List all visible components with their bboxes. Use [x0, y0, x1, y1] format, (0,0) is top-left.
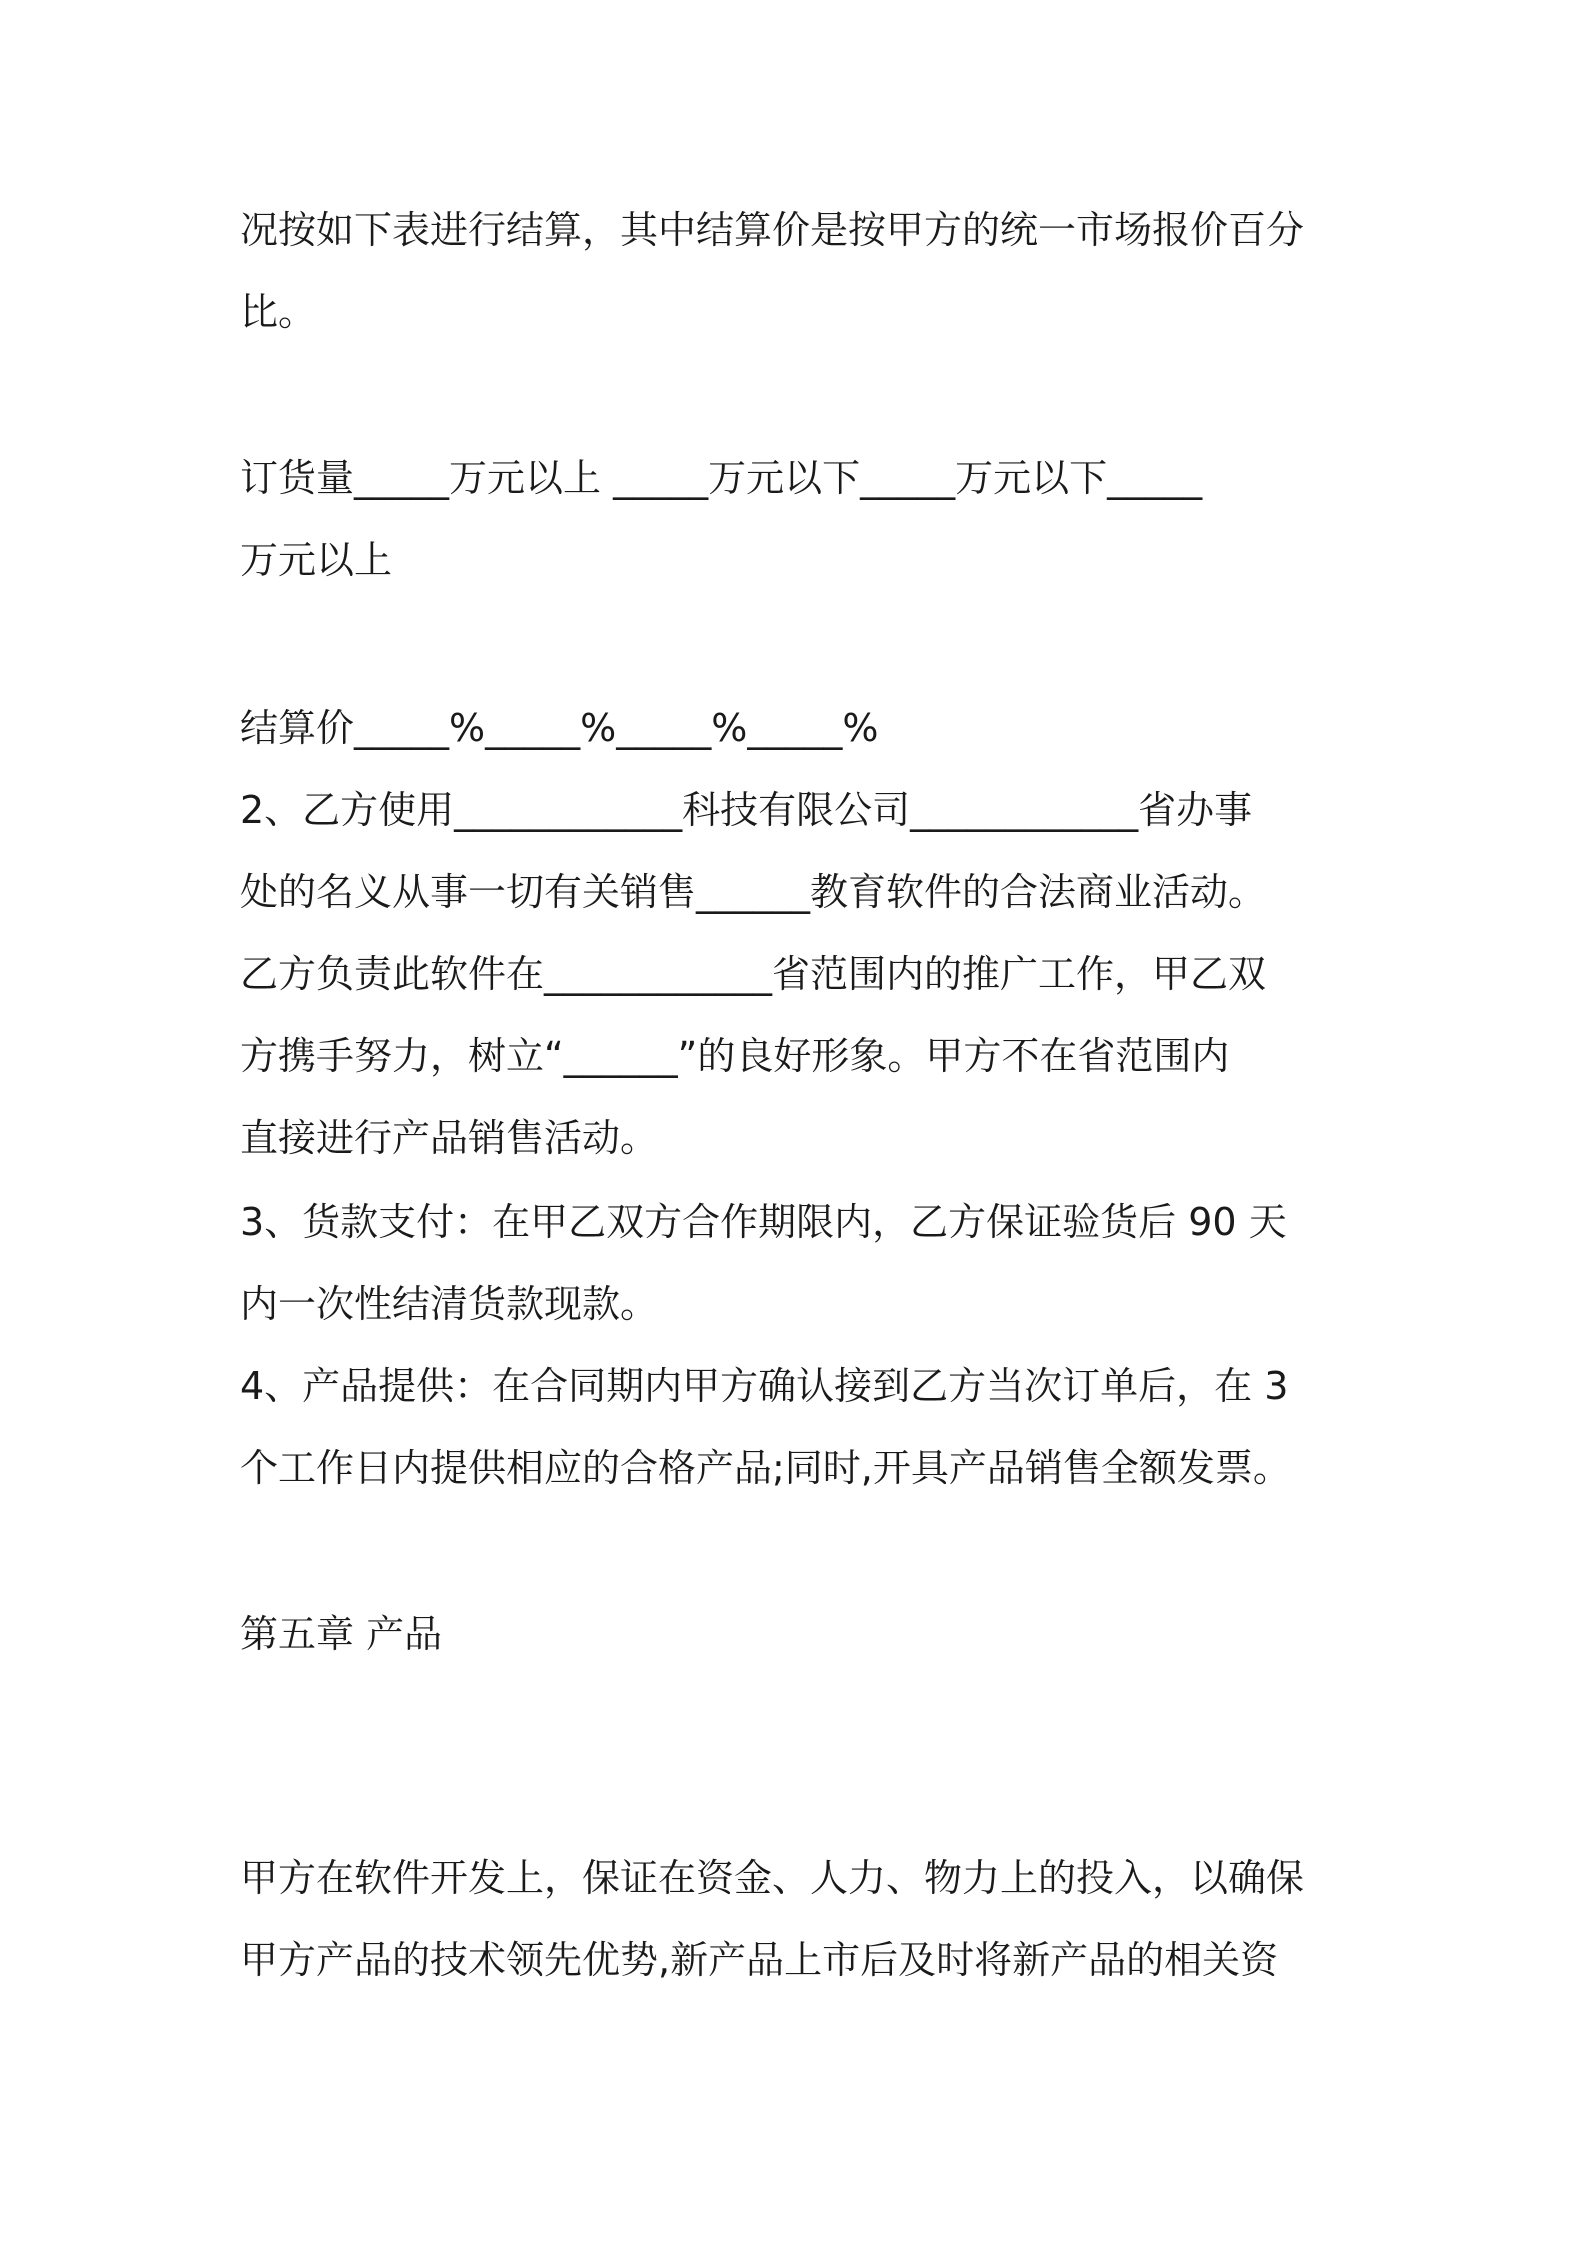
chapter-paragraph-line: 甲方产品的技术领先优势,新产品上市后及时将新产品的相关资	[240, 1938, 1279, 1982]
settlement-price-line: 结算价_____%_____%_____%_____%	[240, 706, 879, 750]
clause-2-line: 直接进行产品销售活动。	[240, 1116, 659, 1160]
paragraph-line: 比。	[240, 290, 317, 334]
clause-3-line: 内一次性结清货款现款。	[240, 1282, 659, 1326]
chapter-heading: 第五章 产品	[240, 1612, 443, 1656]
document-page	[240, 0, 1360, 2244]
chapter-paragraph-line: 甲方在软件开发上，保证在资金、人力、物力上的投入，以确保	[240, 1856, 1305, 1900]
order-volume-line: 订货量_____万元以上 _____万元以下_____万元以下_____	[240, 456, 1203, 500]
order-volume-line-cont: 万元以上	[240, 538, 393, 582]
clause-2-line: 方携手努力，树立“______”的良好形象。甲方不在省范围内	[240, 1034, 1230, 1078]
clause-4-line: 个工作日内提供相应的合格产品;同时,开具产品销售全额发票。	[240, 1446, 1291, 1490]
paragraph-line: 况按如下表进行结算，其中结算价是按甲方的统一市场报价百分	[240, 208, 1305, 252]
clause-2-line: 处的名义从事一切有关销售______教育软件的合法商业活动。	[240, 870, 1267, 914]
clause-2-line: 乙方负责此软件在____________省范围内的推广工作，甲乙双	[240, 952, 1267, 996]
clause-4-line: 4、产品提供：在合同期内甲方确认接到乙方当次订单后，在 3	[240, 1364, 1289, 1408]
clause-2-line: 2、乙方使用____________科技有限公司____________省办事	[240, 788, 1253, 832]
clause-3-line: 3、货款支付：在甲乙双方合作期限内，乙方保证验货后 90 天	[240, 1200, 1287, 1244]
